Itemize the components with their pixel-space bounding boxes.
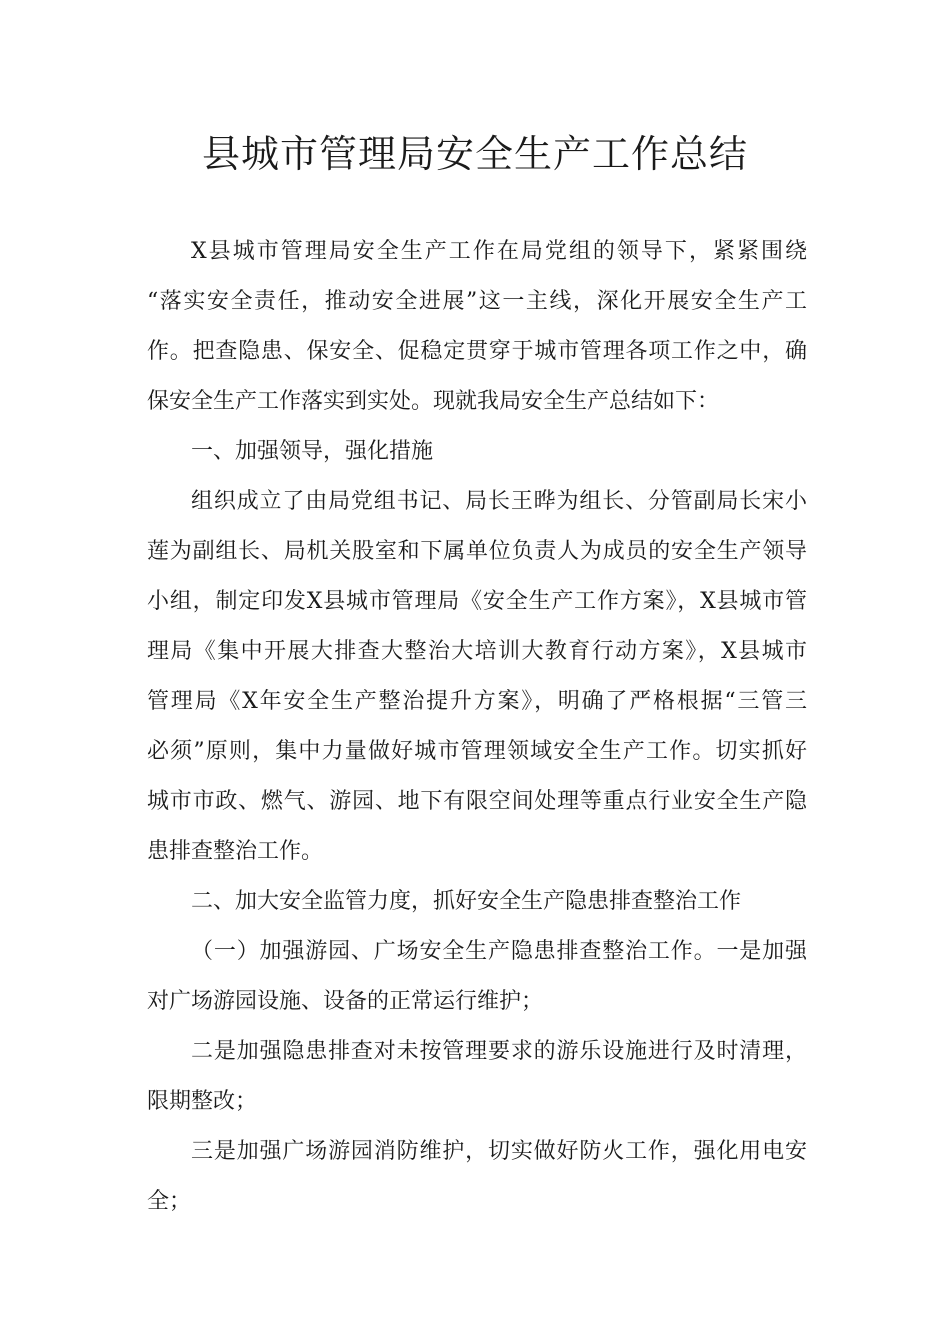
paragraph-line: 对广场游园设施、设备的正常运行维护；	[147, 989, 544, 1014]
paragraph-line: 莲为副组长、局机关股室和下属单位负责人为成员的安全生产领导	[147, 539, 807, 564]
paragraph-line: “落实安全责任，推动安全进展”这一主线，深化开展安全生产工	[147, 289, 807, 314]
paragraph-line: 组织成立了由局党组书记、局长王晔为组长、分管副局长宋小	[191, 489, 807, 514]
section-heading: 一、加强领导，强化措施	[191, 439, 434, 464]
paragraph-line: （一）加强游园、广场安全生产隐患排查整治工作。一是加强	[191, 939, 807, 964]
paragraph-line: 小组，制定印发X县城市管理局《安全生产工作方案》，X县城市管	[147, 589, 807, 614]
paragraph-line: 作。把查隐患、保安全、促稳定贯穿于城市管理各项工作之中，确	[147, 339, 807, 364]
paragraph-line: 全；	[147, 1189, 192, 1214]
paragraph-line: X县城市管理局安全生产工作在局党组的领导下，紧紧围绕	[191, 239, 807, 264]
paragraph-line: 城市市政、燃气、游园、地下有限空间处理等重点行业安全生产隐	[147, 789, 807, 814]
paragraph-line: 限期整改；	[147, 1089, 258, 1114]
paragraph-line: 理局《集中开展大排查大整治大培训大教育行动方案》，X县城市	[147, 639, 807, 664]
document-title: 县城市管理局安全生产工作总结	[201, 132, 748, 176]
paragraph-line: 必须”原则，集中力量做好城市管理领域安全生产工作。切实抓好	[147, 739, 807, 764]
paragraph-line: 三是加强广场游园消防维护，切实做好防火工作，强化用电安	[191, 1139, 807, 1164]
paragraph-line: 管理局《X年安全生产整治提升方案》，明确了严格根据“三管三	[147, 689, 807, 714]
paragraph-line: 保安全生产工作落实到实处。现就我局安全生产总结如下：	[147, 389, 720, 414]
paragraph-line: 二是加强隐患排查对未按管理要求的游乐设施进行及时清理，	[191, 1039, 807, 1064]
section-heading: 二、加大安全监管力度，抓好安全生产隐患排查整治工作	[191, 889, 742, 914]
paragraph-line: 患排查整治工作。	[147, 839, 324, 864]
